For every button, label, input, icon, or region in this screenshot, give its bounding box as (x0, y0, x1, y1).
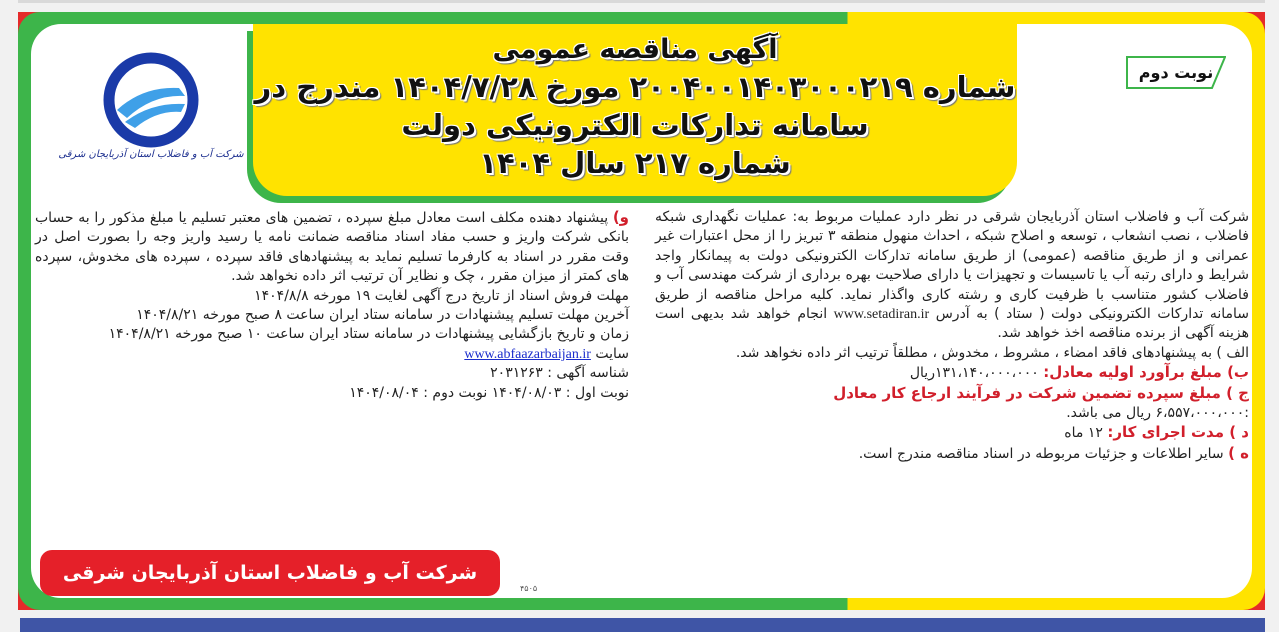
duration-label: د ) مدت اجرای کار: (1107, 423, 1249, 442)
ad-body (31, 24, 1252, 598)
sale-deadline: مهلت فروش اسناد از تاریخ درج آگهی لغایت ۱۹ مورخه ۱۴۰۴/۸/۸ (254, 287, 629, 304)
turn-badge (1126, 56, 1226, 89)
right-column (655, 208, 1249, 464)
setad-url[interactable]: www.setadiran.ir (833, 307, 930, 323)
deposit-label: ج ) مبلغ سپرده تضمین شرکت در فرآیند ارجاع کار معادل (833, 383, 1249, 402)
ad-header (253, 24, 1017, 196)
intro-paragraph (655, 208, 1249, 344)
item-h-label: ه ) (1228, 443, 1249, 462)
turn-badge-label: نوبت دوم (1138, 63, 1214, 82)
estimate-label: ب) مبلغ برآورد اولیه معادل: (1043, 363, 1249, 382)
item-h-text: سایر اطلاعات و جزئیات مربوطه در اسناد مناقصه مندرج است. (858, 445, 1224, 462)
opening-time: زمان و تاریخ بازگشایی پیشنهادات در سامانه ستاد ایران ساعت ۱۰ صبح مورخه ۱۴۰۴/۸/۲۱ (108, 326, 629, 343)
site-line (35, 345, 629, 364)
ad-number-line: شماره ۲۰۰۴۰۰۱۴۰۳۰۰۰۲۱۹ مورخ ۱۴۰۴/۷/۲۸ مندرج در (254, 70, 1016, 104)
left-column (35, 208, 629, 403)
intro-text-end: انجام خواهد شد بدیهی است هزینه آگهی از برنده مناقصه اخذ خواهد شد. (655, 306, 1249, 342)
item-h (655, 444, 1249, 464)
ad-id: شناسه آگهی : ۲۰۳۱۲۶۳ (490, 365, 629, 382)
water-wave-logo-icon (81, 48, 221, 158)
ad-frame (18, 12, 1265, 610)
ad-title: آگهی مناقصه عمومی (492, 34, 778, 65)
duration-value: ۱۲ ماه (1064, 425, 1103, 442)
top-divider (18, 0, 1265, 3)
site-label: سایت (595, 345, 629, 362)
site-link[interactable]: www.abfaazarbaijan.ir (464, 346, 591, 362)
item-alef: الف ) به پیشنهادهای فاقد امضاء ، مشروط ، مخدوش ، مطلقاً ترتیب اثر داده نخواهد شد. (735, 344, 1249, 361)
estimate-value: ۱۳۱،۱۴۰،۰۰۰،۰۰۰ریال (909, 365, 1039, 382)
submission-deadline: آخرین مهلت تسلیم پیشنهادات در سامانه ستاد ایران ساعت ۸ صبح مورخه ۱۴۰۴/۸/۲۱ (136, 307, 629, 324)
item-v-label: و) (612, 208, 630, 226)
item-v (35, 208, 629, 287)
company-banner: شرکت آب و فاضلاب استان آذربایجان شرقی (40, 550, 500, 596)
ad-issue-line: شماره ۲۱۷ سال ۱۴۰۴ (479, 146, 791, 180)
intro-text: شرکت آب و فاضلاب استان آذربایجان شرقی در نظر دارد عملیات مربوط به: عملیات نگهداری شبکه فاضلاب ، نصب انشعاب ، توسعه و اصلاح شبکه ، احداث منهول منطقه ۳ تبریز را از محل اعتبارات غیر عمرانی و از طریق مناقصه (عمومی) از طریق سامانه تدارکات الکترونیکی دولت به پیمانکار واجد شرایط و دارای رتبه آب یا تاسیسات و تجهیزات یا دارای صلاحیت بهره برداری از شرکت مهندسی آب و فاضلاب کشور متناسب با ظرفیت کاری و رشته کاری واگذار نماید. کلیه مراحل مناقصه از طریق سامانه تدارکات الکترونیکی دولت ( ستاد ) به آدرس (655, 209, 1250, 323)
item-b (655, 363, 1249, 383)
item-d (655, 423, 1249, 443)
deposit-value: :۶،۵۵۷،۰۰۰،۰۰۰ ریال می باشد. (1066, 405, 1249, 422)
publish-dates: نوبت اول : ۱۴۰۴/۰۸/۰۳ نوبت دوم : ۱۴۰۴/۰۸/۰۴ (349, 384, 629, 401)
ad-system-line: سامانه تدارکات الکترونیکی دولت (401, 108, 869, 142)
item-j (655, 384, 1249, 424)
ad-code: ۴۵۰۵ (520, 584, 538, 593)
item-v-text: پیشنهاد دهنده مکلف است معادل مبلغ سپرده ، تضمین های معتبر تسلیم یا مبلغ مذکور را به حساب بانکی شرکت واریز و حسب مفاد اسناد مناقصه ضمانت نامه یا رسید واریز وجه را بصورت اصل در وقت مقرر در اسناد به کارفرما تسلیم نماید به پیشنهادهای فاقد سپرده ، سپرده های مخدوش، سپرده های کمتر از میزان مقرر ، چک و نظایر آن ترتیب اثر داده نخواهد شد. (35, 210, 629, 285)
logo-caption: شرکت آب و فاضلاب استان آذربایجان شرقی (58, 149, 244, 160)
bottom-blue-bar (20, 618, 1265, 632)
